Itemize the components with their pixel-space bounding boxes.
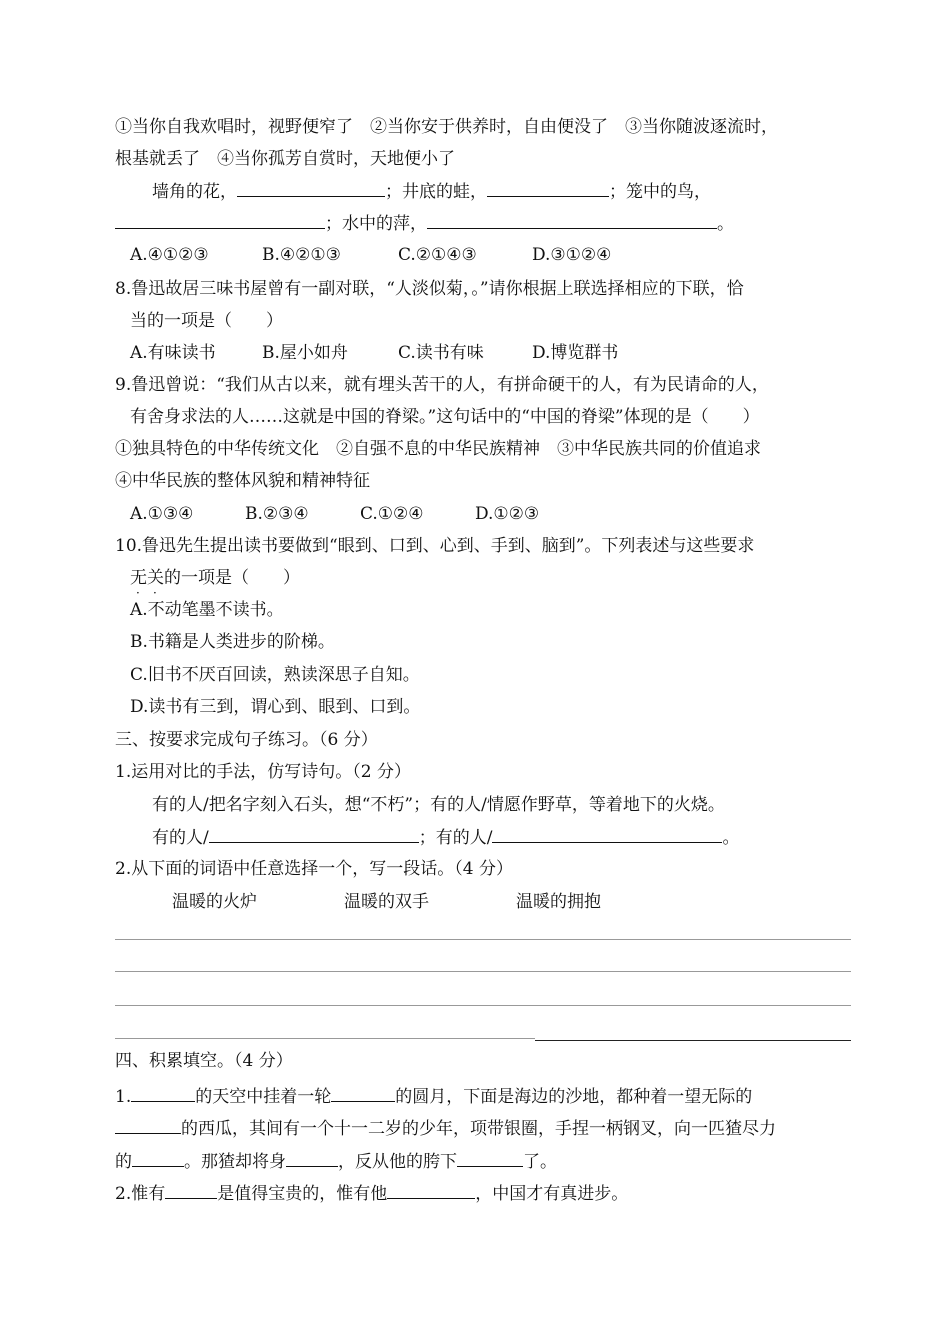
section3-heading: 三、按要求完成句子练习。（6 分） — [115, 730, 378, 750]
q8-choice-d[interactable]: D.博览群书 — [532, 343, 619, 363]
s4-q1-blank-5[interactable] — [286, 1150, 338, 1167]
writing-line-4[interactable] — [115, 1038, 535, 1039]
q9-stem-line1: 9.鲁迅曾说：“我们从古以来，就有埋头苦干的人，有拼命硬干的人，有为民请命的人， — [115, 375, 769, 395]
q9-statements-line2: ④中华民族的整体风貌和精神特征 — [115, 471, 370, 491]
s4-q1-line1 — [115, 1085, 752, 1108]
s3-q1-title: 1.运用对比的手法，仿写诗句。（2 分） — [115, 762, 411, 782]
s4-q2-text-b: 是值得宝贵的，惟有他 — [217, 1184, 388, 1204]
writing-line-1[interactable] — [115, 939, 851, 940]
q7-choice-a[interactable]: A.④①②③ — [130, 245, 209, 265]
s3-q1-blank-2[interactable] — [492, 826, 722, 843]
q7-fill-line2 — [115, 212, 734, 235]
q7-statements-line2: 根基就丢了 ④当你孤芳自赏时，天地便小了 — [115, 149, 455, 169]
s4-q1-blank-4[interactable] — [132, 1150, 184, 1167]
s4-q1-line2 — [115, 1117, 776, 1140]
q8-stem-line1: 8.鲁迅故居三味书屋曾有一副对联，“人淡似菊，。”请你根据上联选择相应的下联，恰 — [115, 279, 744, 299]
q9-choice-b[interactable]: B.②③④ — [245, 504, 309, 524]
q7-fill-label-a: 墙角的花， — [152, 182, 237, 202]
s4-q1-text-b: 的天空中挂着一轮 — [195, 1087, 332, 1107]
writing-line-2[interactable] — [115, 971, 851, 972]
s3-q1-fill-end: 。 — [722, 828, 740, 848]
s3-q1-blank-1[interactable] — [209, 826, 419, 843]
emphasis-dot-1: · — [136, 586, 140, 600]
s4-q2-blank-1[interactable] — [165, 1182, 217, 1199]
writing-line-3[interactable] — [115, 1005, 851, 1006]
q9-choice-a[interactable]: A.①③④ — [130, 504, 194, 524]
q7-blank-3[interactable] — [115, 212, 325, 229]
q10-stem-line1: 10.鲁迅先生提出读书要做到“眼到、口到、心到、手到、脑到”。下列表述与这些要求 — [115, 536, 755, 556]
q7-fill-end: 。 — [717, 214, 734, 234]
s4-q1-number: 1. — [115, 1087, 132, 1107]
s4-q1-text-e: 的 — [115, 1152, 132, 1172]
q7-choice-d[interactable]: D.③①②④ — [532, 245, 612, 265]
q9-stem-line2: 有舍身求法的人……这就是中国的脊梁。”这句话中的“中国的脊梁”体现的是（ ） — [130, 407, 760, 427]
q10-choice-b[interactable]: B.书籍是人类进步的阶梯。 — [130, 632, 335, 652]
s3-q1-example: 有的人/把名字刻入石头，想“不朽”；有的人/情愿作野草，等着地下的火烧。 — [152, 795, 725, 815]
q7-fill-label-c: ；笼中的鸟， — [609, 182, 711, 202]
q10-choice-a[interactable]: A.不动笔墨不读书。 — [130, 600, 284, 620]
q7-statements-line1: ①当你自我欢唱时，视野便窄了 ②当你安于供养时，自由便没了 ③当你随波逐流时， — [115, 117, 778, 137]
q9-choice-d[interactable]: D.①②③ — [475, 504, 540, 524]
q8-choice-b[interactable]: B.屋小如舟 — [262, 343, 348, 363]
q10-stem-line2: 无关的一项是（ ） — [130, 568, 300, 588]
section4-heading: 四、积累填空。（4 分） — [115, 1051, 293, 1071]
q8-choice-c[interactable]: C.读书有味 — [398, 343, 484, 363]
s3-q2-title: 2.从下面的词语中任意选择一个，写一段话。（4 分） — [115, 859, 513, 879]
s4-q2-text-a: 2.惟有 — [115, 1184, 166, 1204]
q7-fill-label-d: ；水中的萍， — [325, 214, 427, 234]
s4-q1-text-f: 。那猹却将身 — [184, 1152, 286, 1172]
s4-q1-blank-1[interactable] — [131, 1085, 195, 1102]
q10-choice-d[interactable]: D.读书有三到，谓心到、眼到、口到。 — [130, 697, 421, 717]
q9-statements-line1: ①独具特色的中华传统文化 ②自强不息的中华民族精神 ③中华民族共同的价值追求 — [115, 439, 761, 459]
q7-blank-4[interactable] — [427, 212, 717, 229]
q7-fill-label-b: ；井底的蛙， — [385, 182, 487, 202]
s4-q1-text-g: ，反从他的胯下 — [338, 1152, 457, 1172]
emphasis-dot-2: · — [153, 586, 157, 600]
s4-q1-text-c: 的圆月，下面是海边的沙地，都种着一望无际的 — [395, 1087, 753, 1107]
s4-q2-line — [115, 1182, 628, 1205]
s4-q1-blank-6[interactable] — [457, 1150, 523, 1167]
s4-q1-line3 — [115, 1150, 557, 1173]
q7-blank-1[interactable] — [237, 180, 385, 197]
s4-q1-text-d: 的西瓜，其间有一个十一二岁的少年，项带银圈，手捏一柄钢叉，向一匹猹尽力 — [181, 1119, 776, 1139]
s4-q2-blank-2[interactable] — [387, 1182, 475, 1199]
s3-q1-fill-line — [152, 826, 739, 849]
s4-q2-text-c: ，中国才有真进步。 — [475, 1184, 629, 1204]
q7-fill-line1 — [152, 180, 711, 203]
s3-q1-fill-label-b: ；有的人/ — [418, 828, 493, 848]
q7-blank-2[interactable] — [487, 180, 609, 197]
q8-stem-line2: 当的一项是（ ） — [130, 311, 283, 331]
s3-q2-word-1: 温暖的火炉 — [172, 892, 257, 912]
q7-choice-b[interactable]: B.④②①③ — [262, 245, 341, 265]
s4-q1-blank-3[interactable] — [115, 1117, 181, 1134]
s4-q1-text-h: 了。 — [523, 1152, 557, 1172]
writing-line-4-end — [535, 1040, 851, 1041]
q10-choice-c[interactable]: C.旧书不厌百回读，熟读深思子自知。 — [130, 665, 420, 685]
q8-choice-a[interactable]: A.有味读书 — [130, 343, 216, 363]
s4-q1-blank-2[interactable] — [331, 1085, 395, 1102]
q9-choice-c[interactable]: C.①②④ — [360, 504, 424, 524]
s3-q1-fill-label-a: 有的人/ — [152, 828, 209, 848]
q7-choice-c[interactable]: C.②①④③ — [398, 245, 477, 265]
s3-q2-word-3: 温暖的拥抱 — [516, 892, 601, 912]
s3-q2-word-2: 温暖的双手 — [344, 892, 429, 912]
